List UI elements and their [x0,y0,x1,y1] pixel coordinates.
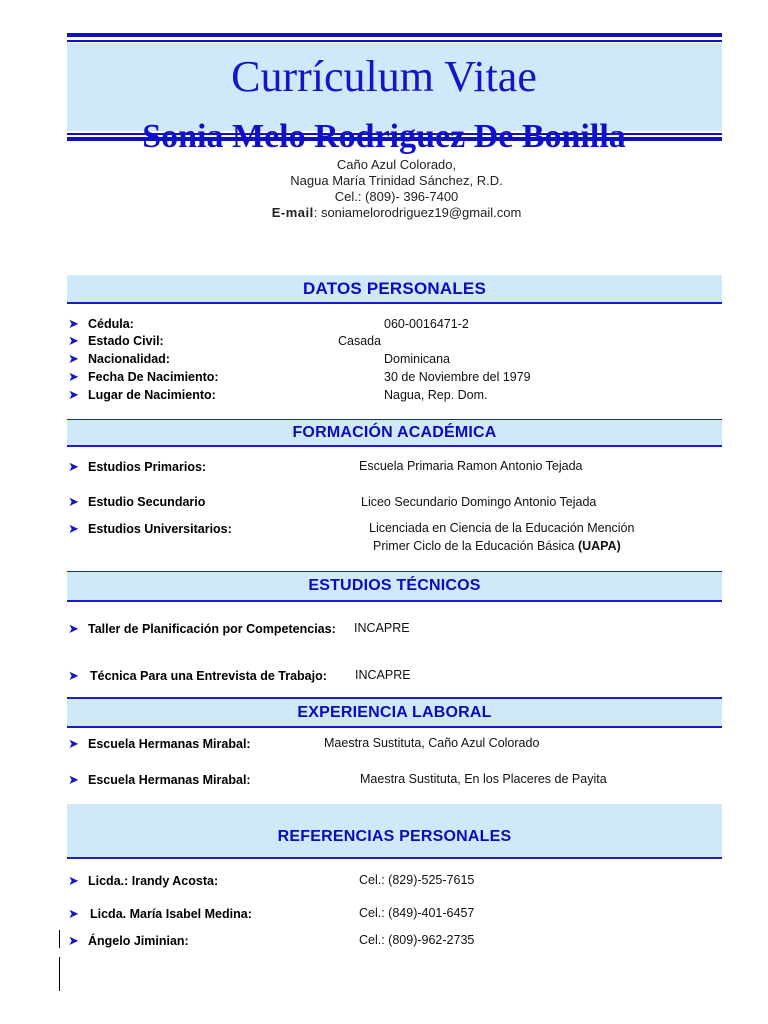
arrow-bullet-icon: ➤ [68,351,79,366]
arrow-bullet-icon: ➤ [68,494,79,509]
arrow-bullet-icon: ➤ [68,521,79,536]
list-item [68,494,205,510]
arrow-bullet-icon: ➤ [68,316,79,331]
section-experiencia-laboral [67,697,722,728]
list-item [68,873,218,889]
list-item [68,933,189,949]
arrow-bullet-icon: ➤ [68,459,79,474]
field-value: Cel.: (829)-525-7615 [359,873,475,887]
list-item [68,459,206,475]
field-value: Maestra Sustituta, Caño Azul Colorado [324,736,540,750]
field-label: Estudios Primarios: [88,460,207,474]
field-label: Escuela Hermanas Mirabal: [88,773,251,787]
field-label: Estudio Secundario [88,495,206,509]
list-item [68,621,336,637]
address-line-1: Caño Azul Colorado, [336,157,457,172]
arrow-bullet-icon: ➤ [68,736,79,751]
arrow-bullet-icon: ➤ [68,668,79,683]
section-heading: FORMACIÓN ACADÉMICA [292,424,497,441]
field-label: Estado Civil: [88,334,164,348]
arrow-bullet-icon: ➤ [68,387,79,402]
list-item [68,351,170,367]
list-item [68,906,252,922]
value-text: Primer Ciclo de la Educación Básica [373,539,578,553]
field-value: Maestra Sustituta, En los Placeres de Payita [360,772,607,786]
arrow-bullet-icon: ➤ [68,772,79,787]
section-heading: ESTUDIOS TÉCNICOS [308,577,481,594]
section-formacion-academica [67,419,722,447]
section-heading: DATOS PERSONALES [303,279,486,298]
field-value: Escuela Primaria Ramon Antonio Tejada [359,459,583,473]
field-value: Nagua, Rep. Dom. [384,388,488,402]
text-cursor [59,930,60,948]
arrow-bullet-icon: ➤ [68,873,79,888]
document-title: Currículum Vitae [231,52,537,101]
field-value: Casada [338,334,382,348]
field-label: Ángelo Jiminian: [88,934,189,948]
arrow-bullet-icon: ➤ [68,369,79,384]
field-label: Escuela Hermanas Mirabal: [88,737,251,751]
list-item [68,387,216,403]
person-name: Sonia Melo Rodriguez De Bonilla [142,118,626,155]
arrow-bullet-icon: ➤ [68,333,79,348]
arrow-bullet-icon: ➤ [68,906,79,921]
email-line [0,205,768,221]
field-value: INCAPRE [354,621,410,635]
field-value: Liceo Secundario Domingo Antonio Tejada [361,495,597,509]
field-value: 30 de Noviembre del 1979 [384,370,531,384]
list-item [68,333,164,349]
list-item [68,521,232,537]
section-heading: REFERENCIAS PERSONALES [277,828,512,845]
field-label: Lugar de Nacimiento: [88,388,216,402]
arrow-bullet-icon: ➤ [68,933,79,948]
field-value-continued [373,538,621,554]
text-cursor [59,957,60,991]
field-value: Cel.: (849)-401-6457 [359,906,475,920]
list-item [68,369,219,385]
email-label: E-mail [271,205,314,220]
field-label: Taller de Planificación por Competencias: [88,622,336,636]
email-value: : soniamelorodriguez19@gmail.com [313,205,522,220]
section-estudios-tecnicos [67,571,722,602]
field-value: Dominicana [384,352,451,366]
section-heading: EXPERIENCIA LABORAL [297,704,492,721]
phone-line: Cel.: (809)- 396-7400 [334,189,459,204]
field-label: Licda.: Irandy Acosta: [88,874,219,888]
list-item [68,772,251,788]
list-item [68,736,251,752]
arrow-bullet-icon: ➤ [68,621,79,636]
field-label: Nacionalidad: [88,352,170,366]
section-datos-personales [67,275,722,304]
address-line-2: Nagua María Trinidad Sánchez, R.D. [290,173,503,188]
section-referencias-personales [67,804,722,859]
field-value: 060-0016471-2 [384,317,469,331]
list-item [68,316,134,332]
list-item [68,668,327,684]
field-label: Cédula: [88,317,134,331]
field-value: Cel.: (809)-962-2735 [359,933,475,947]
field-label: Fecha De Nacimiento: [88,370,219,384]
field-label: Estudios Universitarios: [88,522,232,536]
field-value: INCAPRE [355,668,411,682]
value-bold-text: (UAPA) [577,539,621,553]
field-value: Licenciada en Ciencia de la Educación Mención [369,521,635,535]
field-label: Técnica Para una Entrevista de Trabajo: [90,669,327,683]
field-label: Licda. María Isabel Medina: [90,907,252,921]
